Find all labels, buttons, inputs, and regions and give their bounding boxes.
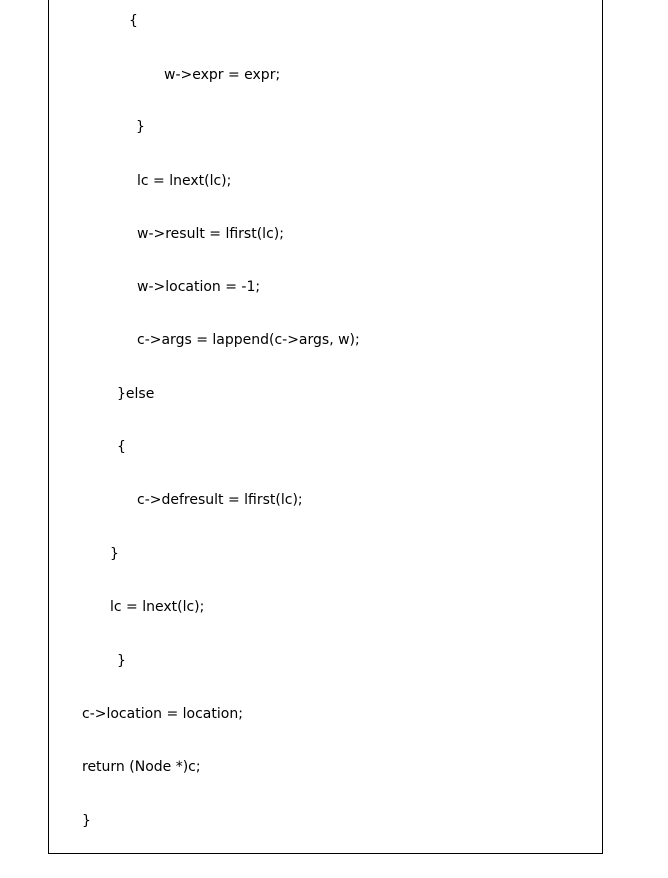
code-line-13: }: [117, 653, 126, 669]
code-line-14: c->location = location;: [82, 706, 243, 722]
code-line-5: w->result = lfirst(lc);: [137, 226, 284, 242]
code-line-9: {: [117, 439, 126, 455]
code-line-3: }: [136, 119, 145, 135]
code-line-16: }: [82, 813, 91, 829]
code-line-7: c->args = lappend(c->args, w);: [137, 332, 360, 348]
code-line-1: {: [129, 13, 138, 29]
code-line-8: }else: [117, 386, 155, 402]
code-line-11: }: [110, 546, 119, 562]
code-line-12: lc = lnext(lc);: [110, 599, 205, 615]
code-page-frame: [48, 0, 603, 854]
code-line-6: w->location = -1;: [137, 279, 261, 295]
code-line-2: w->expr = expr;: [164, 67, 281, 83]
code-line-15: return (Node *)c;: [82, 759, 201, 775]
code-line-10: c->defresult = lfirst(lc);: [137, 492, 303, 508]
code-line-4: lc = lnext(lc);: [137, 173, 232, 189]
